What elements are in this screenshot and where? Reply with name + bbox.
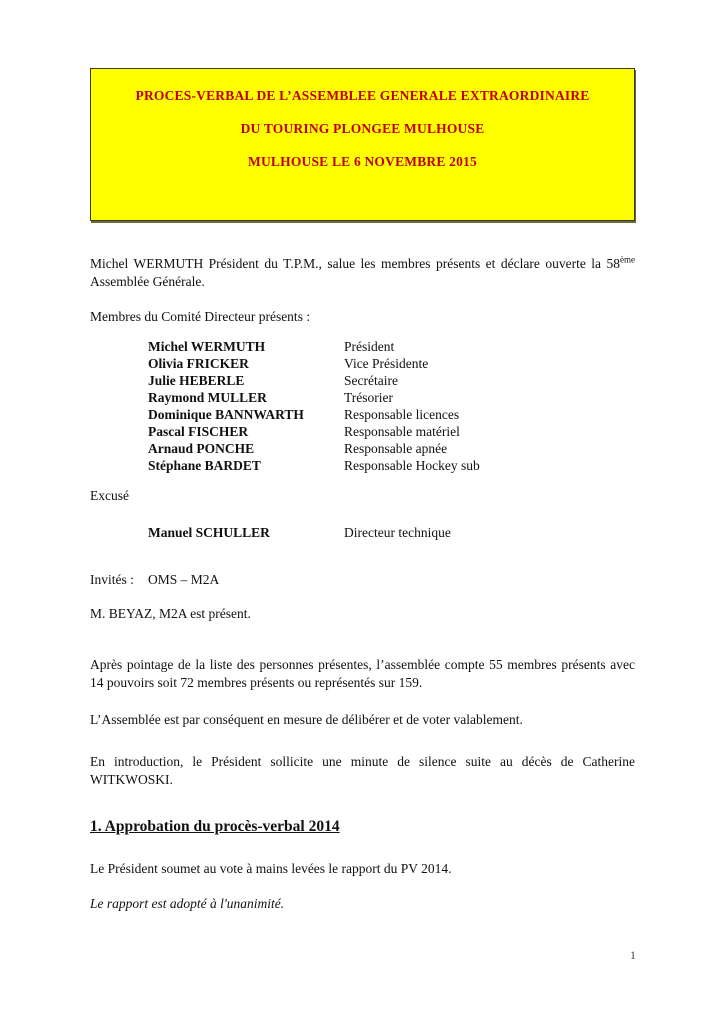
excused-member-role: Directeur technique xyxy=(344,525,451,540)
member-name: Olivia FRICKER xyxy=(148,356,249,371)
member-role: Trésorier xyxy=(344,390,393,405)
member-name: Raymond MULLER xyxy=(148,390,267,405)
excused-label: Excusé xyxy=(90,488,129,503)
section-1-body: Le Président soumet au vote à mains levées le rapport du PV 2014. xyxy=(90,861,452,876)
members-heading: Membres du Comité Directeur présents : xyxy=(90,309,311,324)
member-row xyxy=(90,338,635,355)
excused-member-name: Manuel SCHULLER xyxy=(148,525,270,540)
document-body xyxy=(90,221,635,913)
intro-paragraph xyxy=(90,255,635,291)
excused-member-row xyxy=(90,524,635,542)
member-row xyxy=(90,372,635,389)
intro-text-1: Michel WERMUTH Président du T.P.M., salue les membres présents et déclare ouverte la 58 xyxy=(90,256,620,271)
ordinal-superscript: ème xyxy=(620,254,635,265)
title-box xyxy=(90,68,635,221)
title-line-3: MULHOUSE LE 6 NOVEMBRE 2015 xyxy=(248,154,477,169)
intro-text-2: Assemblée Générale. xyxy=(90,274,205,289)
guests-label: Invités : xyxy=(90,572,134,587)
member-role: Responsable apnée xyxy=(344,441,448,456)
attendance-paragraph: Après pointage de la liste des personnes présentes, l’assemblée compte 55 membres présents avec 14 pouvoirs soit 72 membres présents ou représentés sur 159. xyxy=(90,657,635,690)
guests-row xyxy=(90,571,635,589)
member-role: Responsable licences xyxy=(344,407,460,422)
title-line-1: PROCES-VERBAL DE L’ASSEMBLEE GENERALE EXTRAORDINAIRE xyxy=(135,88,590,103)
member-role: Président xyxy=(344,339,395,354)
section-1-heading: 1. Approbation du procès-verbal 2014 xyxy=(90,818,340,835)
member-name: Stéphane BARDET xyxy=(148,458,261,473)
member-name: Arnaud PONCHE xyxy=(148,441,255,456)
member-role: Responsable matériel xyxy=(344,424,460,439)
member-row xyxy=(90,355,635,372)
member-name: Michel WERMUTH xyxy=(148,339,266,354)
member-role: Vice Présidente xyxy=(344,356,429,371)
member-name: Julie HEBERLE xyxy=(148,373,245,388)
silence-paragraph: En introduction, le Président sollicite une minute de silence suite au décès de Catherine WITKWOSKI. xyxy=(90,754,635,787)
member-role: Secrétaire xyxy=(344,373,398,388)
page-number: 1 xyxy=(630,948,636,962)
member-role: Responsable Hockey sub xyxy=(344,458,480,473)
member-row xyxy=(90,406,635,423)
guest-note: M. BEYAZ, M2A est présent. xyxy=(90,606,251,621)
guests-value: OMS – M2A xyxy=(148,572,220,587)
member-row xyxy=(90,423,635,440)
member-row xyxy=(90,457,635,474)
quorum-paragraph: L’Assemblée est par conséquent en mesure de délibérer et de voter valablement. xyxy=(90,712,523,727)
section-1-result: Le rapport est adopté à l'unanimité. xyxy=(90,896,285,911)
committee-member-list xyxy=(90,338,635,474)
member-name: Pascal FISCHER xyxy=(148,424,249,439)
title-line-2: DU TOURING PLONGEE MULHOUSE xyxy=(240,121,485,136)
member-row xyxy=(90,440,635,457)
member-row xyxy=(90,389,635,406)
member-name: Dominique BANNWARTH xyxy=(148,407,304,422)
